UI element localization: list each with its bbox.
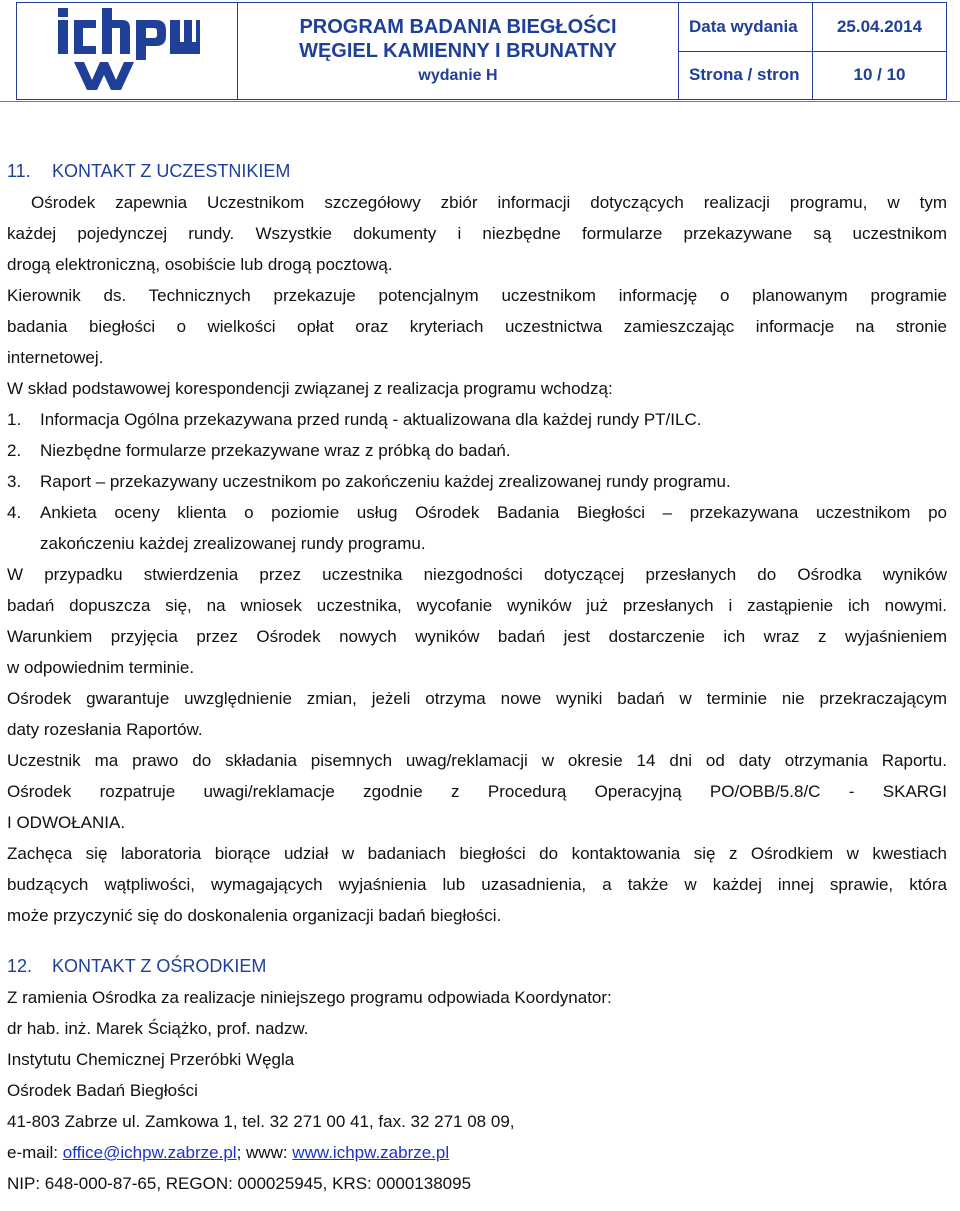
list-item [7,435,947,466]
program-title-line2: WĘGIEL KAMIENNY I BRUNATNY [299,40,617,62]
section-spacer [7,931,947,951]
paragraph-line: Ośrodek rozpatruje uwagi/reklamacje zgodnie z Procedurą Operacyjną PO/OBB/5.8/C - SKARGI [7,782,947,801]
email-label: e-mail: [7,1143,59,1162]
website-link[interactable]: www.ichpw.zabrze.pl [292,1143,450,1162]
page-label: Strona / stron [679,51,813,100]
section-12-title: KONTAKT Z OŚRODKIEM [52,956,267,976]
paragraph-line: budzących wątpliwości, wymagających wyjaśnienia lub uzasadnienia, a także w każdej innej sprawie, która [7,875,947,894]
document-body [7,156,947,1199]
paragraph-line: może przyczynić się do doskonalenia organizacji badań biegłości. [7,906,502,925]
paragraph-line: Zachęca się laboratoria biorące udział w badaniach biegłości do kontaktowania się z Ośrodkiem w kwestiach [7,844,947,863]
section-12-heading [7,951,947,982]
list-item-text: Niezbędne formularze przekazywane wraz z próbką do badań. [40,441,511,460]
registry-numbers: NIP: 648-000-87-65, REGON: 000025945, KRS: 0000138095 [7,1174,472,1193]
list-item-continuation: zakończeniu każdej zrealizowanej rundy programu. [40,534,426,553]
list-item [7,497,947,528]
paragraph-line: Kierownik ds. Technicznych przekazuje potencjalnym uczestnikom informację o planowanym programie [7,286,947,305]
page-value: 10 / 10 [813,51,947,100]
list-item [7,466,947,497]
list-item-number: 2. [7,441,22,460]
contact-line: Instytutu Chemicznej Przeróbki Węgla [7,1050,295,1069]
list-item-number: 3. [7,472,22,491]
paragraph-line: W skład podstawowej korespondencji związanej z realizacja programu wchodzą: [7,379,613,398]
paragraph-line: Ośrodek gwarantuje uwzględnienie zmian, jeżeli otrzyma nowe wyniki badań w terminie nie przekraczającym [7,689,947,708]
paragraph-line: I ODWOŁANIA. [7,813,126,832]
page-header [0,0,960,102]
ichpw-logo [52,6,202,92]
header-table [16,2,947,100]
paragraph-line: internetowej. [7,348,104,367]
paragraph-line: daty rozesłania Raportów. [7,720,203,739]
date-value: 25.04.2014 [813,3,947,52]
section-11-heading [7,156,947,187]
header-divider [0,101,960,102]
list-item-number: 4. [7,503,22,522]
www-label: ; www: [236,1143,288,1162]
paragraph-line: badań dopuszcza się, na wniosek uczestnika, wycofanie wyników już przesłanych i zastąpienie ich nowymi. [7,596,947,615]
contact-links-line [7,1137,947,1168]
program-title-cell [238,3,679,100]
paragraph-line: badania biegłości o wielkości opłat oraz kryteriach uczestnictwa zamieszczając informacje na stronie [7,317,947,336]
email-link[interactable]: office@ichpw.zabrze.pl [62,1143,237,1162]
paragraph-line: Ośrodek zapewnia Uczestnikom szczegółowy zbiór informacji dotyczących realizacji programu, w tym [31,193,947,212]
program-title-line1: PROGRAM BADANIA BIEGŁOŚCI [299,16,617,38]
paragraph-line: każdej pojedynczej rundy. Wszystkie dokumenty i niezbędne formularze przekazywane są uczestnikom [7,224,947,243]
contact-line: Z ramienia Ośrodka za realizacje niniejszego programu odpowiada Koordynator: [7,988,612,1007]
contact-line: Ośrodek Badań Biegłości [7,1081,198,1100]
paragraph-line: Warunkiem przyjęcia przez Ośrodek nowych wyników badań jest dostarczenie ich wraz z wyjaśnieniem [7,627,947,646]
paragraph-line: drogą elektroniczną, osobiście lub drogą pocztową. [7,255,393,274]
list-item-text: Raport – przekazywany uczestnikom po zakończeniu każdej zrealizowanej rundy programu. [40,472,731,491]
contact-line: dr hab. inż. Marek Ściążko, prof. nadzw. [7,1019,309,1038]
date-label: Data wydania [679,3,813,52]
list-item-text: Ankieta oceny klienta o poziomie usług Ośrodek Badania Biegłości – przekazywana uczestnikom po [40,503,947,522]
list-item-text: Informacja Ogólna przekazywana przed rundą - aktualizowana dla każdej rundy PT/ILC. [40,410,702,429]
contact-line: 41-803 Zabrze ul. Zamkowa 1, tel. 32 271 00 41, fax. 32 271 08 09, [7,1112,515,1131]
list-item-number: 1. [7,410,22,429]
paragraph-line: W przypadku stwierdzenia przez uczestnika niezgodności dotyczącej przesłanych do Ośrodka wyników [7,565,947,584]
paragraph-line: Uczestnik ma prawo do składania pisemnych uwag/reklamacji w okresie 14 dni od daty otrzymania Raportu. [7,751,947,770]
section-11-number: 11. [7,161,31,181]
logo-cell [17,3,238,100]
section-12-number: 12. [7,956,33,976]
program-edition: wydanie H [418,67,498,84]
section-11-title: KONTAKT Z UCZESTNIKIEM [52,161,291,181]
list-item [7,404,947,435]
paragraph-line: w odpowiednim terminie. [7,658,195,677]
